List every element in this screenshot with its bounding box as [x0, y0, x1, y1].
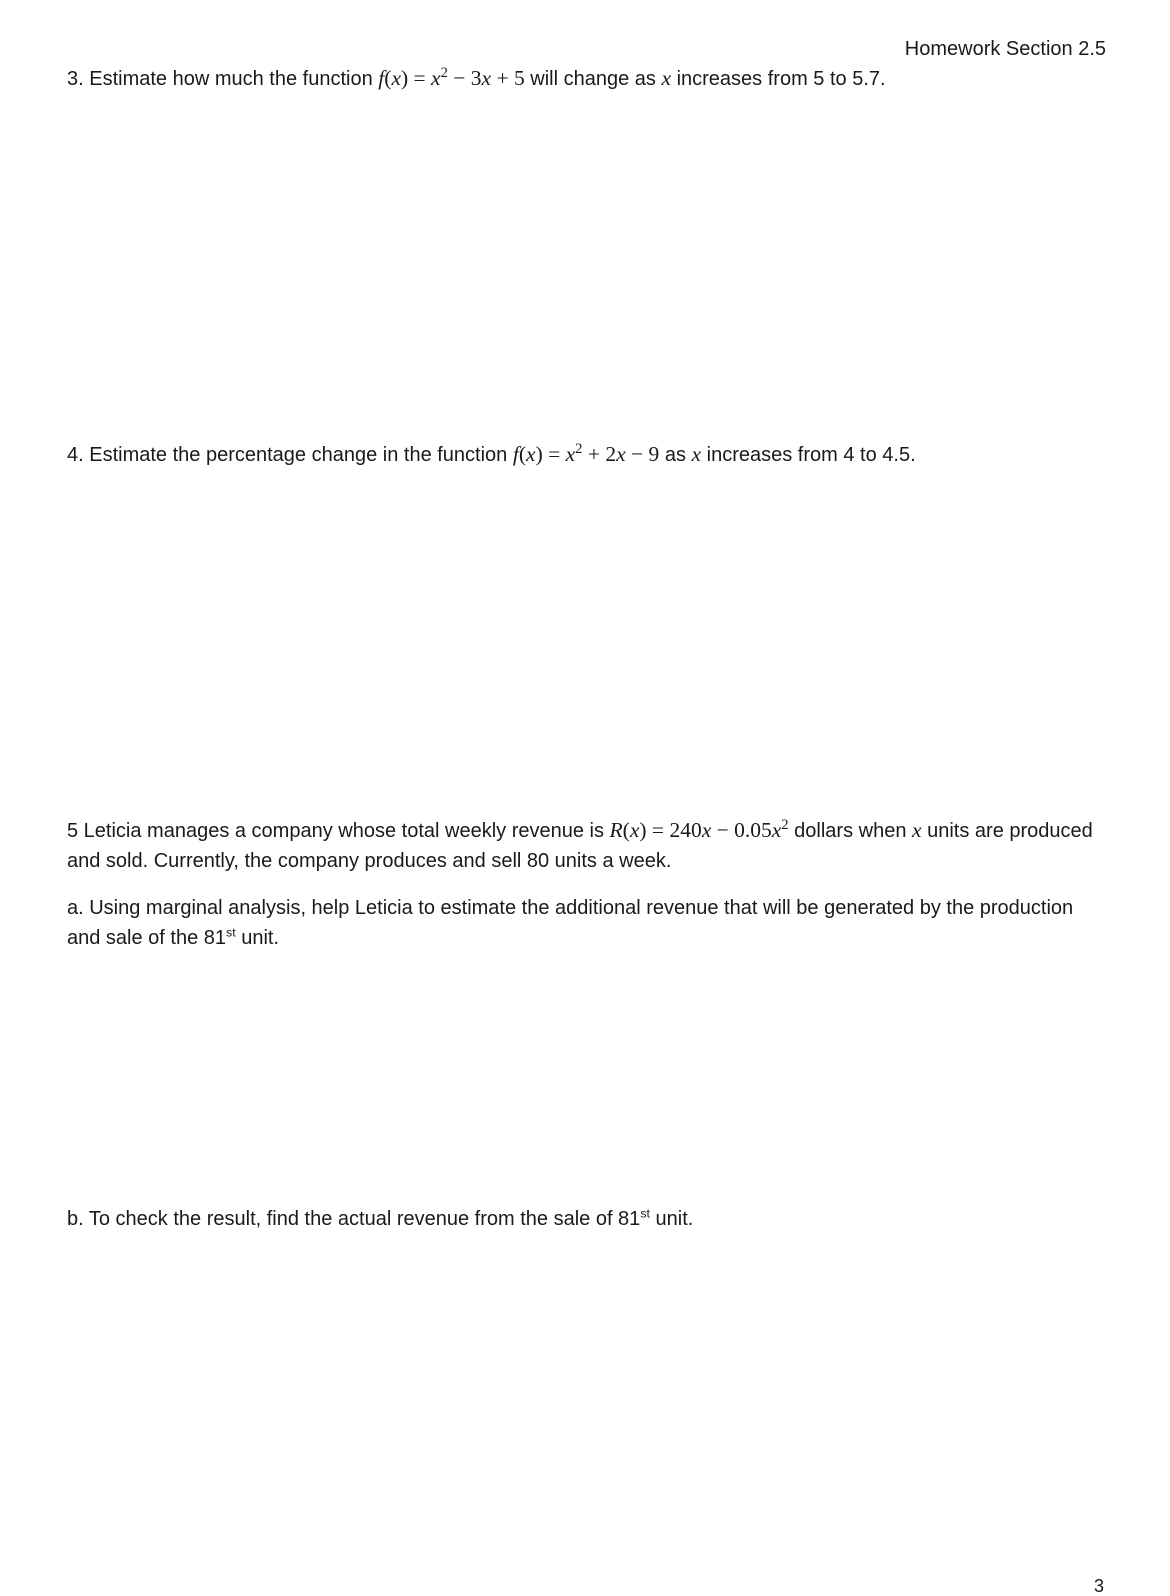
question-4-formula: $f(x) = x^2 + 2x - 9$ — [512, 440, 660, 466]
question-3-suffix: increases from 5 to 5.7. — [671, 68, 886, 90]
formula-term: − 9 — [625, 442, 660, 466]
question-5-formula: $R(x) = 240x - 0.05x^2$ — [609, 816, 789, 842]
question-5a — [67, 893, 1107, 953]
variable: x — [691, 442, 702, 466]
variable: x — [526, 442, 536, 466]
variable: x — [565, 442, 576, 466]
question-4 — [67, 439, 1107, 470]
question-5a-suffix: unit. — [235, 927, 280, 949]
ordinal-suffix: st — [640, 1206, 650, 1221]
function-name: f — [512, 442, 519, 466]
function-name: f — [378, 66, 385, 90]
exponent: 2 — [575, 440, 583, 457]
function-name: R — [609, 818, 623, 842]
variable: x — [771, 818, 782, 842]
question-4-suffix: increases from 4 to 4.5. — [701, 444, 916, 466]
question-3 — [67, 63, 1107, 94]
page-number: 3 — [1094, 1576, 1105, 1596]
question-5-prefix: 5 Leticia manages a company whose total weekly revenue is — [67, 820, 610, 842]
question-3-prefix: 3. Estimate how much the function — [67, 68, 379, 90]
variable: x — [616, 442, 626, 466]
question-5-middle: dollars when — [788, 820, 913, 842]
variable: x — [431, 66, 441, 90]
ordinal-suffix: st — [226, 925, 236, 940]
question-4-prefix: 4. Estimate the percentage change in the function — [67, 444, 513, 466]
page-header-title: Homework Section 2.5 — [904, 38, 1106, 60]
formula-term: 240 — [669, 818, 702, 842]
question-5b-text: b. To check the result, find the actual revenue from the sale of 81 — [67, 1208, 641, 1230]
exponent: 2 — [781, 816, 789, 833]
question-5 — [67, 815, 1107, 876]
question-5a-text: a. Using marginal analysis, help Leticia to estimate the additional revenue that will be generated by the production and sale of the 81 — [67, 897, 1074, 949]
exponent: 2 — [440, 64, 448, 81]
question-4-middle: as — [659, 444, 692, 466]
formula-term: + 2 — [582, 442, 617, 466]
formula-term: − 0.05 — [711, 818, 772, 842]
formula-term: − 3 — [447, 66, 482, 90]
formula-term: + 5 — [491, 66, 525, 90]
question-5-suffix: units are produced and sold. Currently, the company produces and sell 80 units a week. — [67, 820, 1093, 872]
variable: x — [391, 66, 401, 90]
variable: x — [481, 66, 492, 90]
question-3-formula: $f(x) = x^2 - 3x + 5$ — [378, 64, 525, 90]
question-5b-suffix: unit. — [649, 1208, 694, 1230]
variable: x — [629, 818, 640, 842]
variable: x — [701, 818, 712, 842]
question-3-middle: will change as — [524, 68, 662, 90]
variable: x — [912, 818, 922, 842]
question-5b — [67, 1204, 1107, 1234]
variable: x — [661, 66, 672, 90]
